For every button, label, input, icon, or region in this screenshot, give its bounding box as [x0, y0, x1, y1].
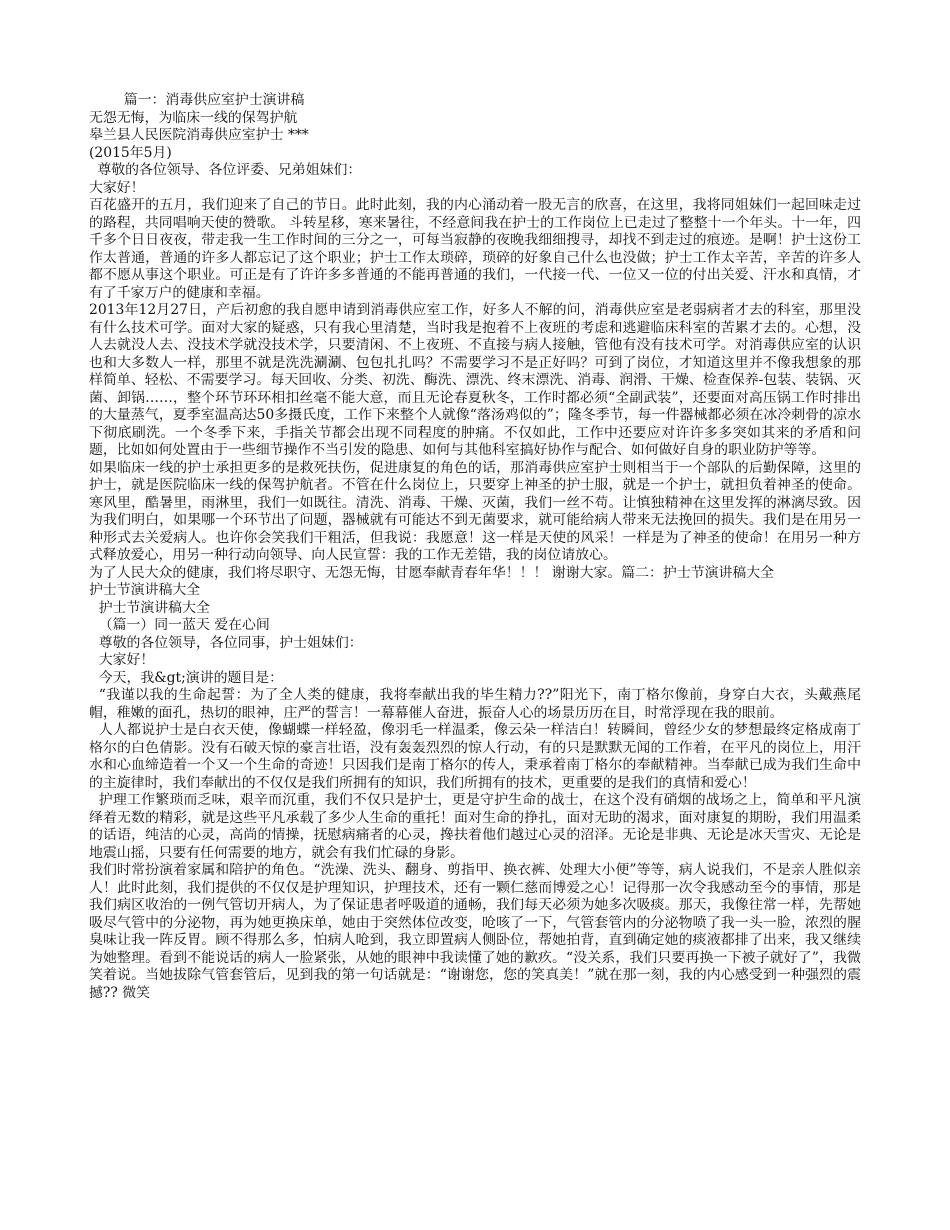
paragraph: 如果临床一线的护士承担更多的是救死扶伤，促进康复的角色的话，那消毒供应室护士则相当于一个部队的后勤保障，这里的护士，就是医院临床一线的保驾护航者。不管在什么岗位上，只要穿上神圣的护士服，就是一个护士，就担负着神圣的使命。寒风里，酷暑里，雨淋里，我们一如既往。清洗、消毒、干燥、灭菌，我们一丝不苟。让慎独精神在这里发挥的淋漓尽致。因为我们明白，如果哪一个环节出了问题，器械就有可能达不到无菌要求，就可能给病人带来无法挽回的损失。我们是在用另一种形式去关爱病人。也许你会笑我们干粗活，但我说：我愿意！这一样是天使的风采！一样是为了神圣的使命！在用另一种方式释放爱心，用另一种行动向领导、向人民宣誓：我的工作无差错，我的岗位请放心。: [89, 459, 861, 563]
doc-date: (2015年5月): [89, 144, 172, 161]
paragraph: 我们时常扮演着家属和陪护的角色。“洗澡、洗头、翻身、剪指甲、换衣裤、处理大小便”等等，病人说我们，不是亲人胜似亲人！此时此刻，我们提供的不仅仅是护理知识，护理技术，还有一颗仁慈而博爱之心！记得那一次令我感动至今的事情，那是我们病区收治的一例气管切开病人，为了保证患者呼吸道的通畅，我们每天必须为她多次吸痰。那天，我像往常一样，先帮她吸尽气管中的分泌物，再为她更换床单，她由于突然体位改变，呛咳了一下，气管套管内的分泌物喷了我一头一脸，浓烈的腥臭味让我一阵反胃。顾不得那么多，怕病人呛到，我立即置病人侧卧位，帮她拍背，直到确定她的痰液都排了出来，我又继续为她整理。看到不能说话的病人一脸紧张，从她的眼神中我读懂了她的歉疚。“没关系，我们只要再换一下被子就好了”，我微笑着说。当她拔除气管套管后，见到我的第一句话就是：“谢谢您，您的笑真美！”就在那一刻，我的内心感受到一种强烈的震撼?? 微笑: [89, 862, 861, 1001]
paragraph: 百花盛开的五月，我们迎来了自己的节日。此时此刻，我的内心涌动着一股无言的欣喜，在这里，我将同姐妹们一起回味走过的路程，共同唱响天使的赞歌。 斗转星移，寒来暑往，不经意间我在护士的工作岗位上已走过了整整十一个年头。十一年，四千多个日日夜夜，带走我一生工作时间的三分之一，可每当寂静的夜晚我细细搜寻，却找不到走过的痕迹。是啊！护士这份工作太普通，普通的许多人都忘记了这个职业；护士工作太琐碎，琐碎的好象自己什么也没做；护士工作太辛苦，辛苦的许多人都不愿从事这个职业。可正是有了许许多多普通的不能再普通的我们，一代接一代、一位又一位的付出关爱、汗水和真情，才有了千家万户的健康和幸福。: [89, 197, 861, 301]
doc-subtitle: 无怨无悔，为临床一线的保驾护航: [89, 109, 298, 126]
part2-topic: 今天，我&gt;演讲的题目是：: [98, 669, 284, 686]
part2-subheading: 护士节演讲稿大全: [98, 599, 210, 616]
doc-title: 篇一：消毒供应室护士演讲稿: [123, 92, 305, 108]
part2-heading: 护士节演讲稿大全: [89, 582, 201, 598]
doc-author: 皋兰县人民医院消毒供应室护士 ***: [89, 127, 309, 143]
paragraph: “我谨以我的生命起誓：为了全人类的健康，我将奉献出我的毕生精力??”阳光下，南丁格尔像前，身穿白大衣，头戴燕尾帽，稚嫩的面孔，热切的眼神，庄严的誓言！一幕幕催人奋进，振奋人心的场景历历在目，时常浮现在我的眼前。: [89, 687, 861, 721]
part2-greeting: 尊敬的各位领导，各位同事，护士姐妹们：: [98, 634, 363, 651]
paragraph: 人人都说护士是白衣天使，像蝴蝶一样轻盈，像羽毛一样温柔，像云朵一样洁白！转瞬间，曾经少女的梦想最终定格成南丁格尔的白色倩影。没有石破天惊的豪言壮语，没有轰轰烈烈的惊人行动，有的只是默默无闻的工作着，在平凡的岗位上，用汗水和心血缔造着一个又一个生命的奇迹！只因我们是南丁格尔的传人，秉承着南丁格尔的奉献精神。当奉献已成为我们生命中的主旋律时，我们奉献出的不仅仅是我们所拥有的知识，我们所拥有的技术，更重要的是我们的真情和爱心！: [89, 722, 861, 791]
paragraph: 为了人民大众的健康，我们将尽职守、无怨无悔，甘愿奉献青春年华！！！ 谢谢大家。篇二：护士节演讲稿大全: [89, 564, 775, 581]
paragraph: 2013年12月27日，产后初愈的我自愿申请到消毒供应室工作，好多人不解的问，消毒供应室是老弱病者才去的科室，那里没有什么技术可学。面对大家的疑惑，只有我心里清楚，当时我是抱着不上夜班的考虑和逃避临床科室的苦累才去的。心想，没人去就没人去、没技术学就没技术学，只要清闲、不上夜班、不直接与病人接触，管他有没有技术可学。对消毒供应室的认识也和大多数人一样，那里不就是洗洗涮涮、包包扎扎吗？不需要学习不是正好吗？可到了岗位，才知道这里并不像我想象的那样简单、轻松、不需要学习。每天回收、分类、初洗、酶洗、漂洗、终末漂洗、消毒、润滑、干燥、检查保养-包装、装锅、灭菌、卸锅……，整个环节环环相扣丝毫不能大意，而且无论春夏秋冬，工作时都必须“全副武装”，还要面对高压锅工作时排出的大量蒸气，夏季室温高达50多摄氏度，工作下来整个人就像“落汤鸡似的”；隆冬季节，每一件器械都必须在冰冷刺骨的凉水下彻底刷洗。一个冬季下来，手指关节都会出现不同程度的肿痛。不仅如此，工作中还要应对许许多多突如其来的矛盾和问题，比如如何处置由于一些细节操作不当引发的隐患、如何与其他科室搞好协作与配合、如何做好自身的职业防护等等。: [89, 302, 861, 458]
document-body: [89, 92, 861, 1002]
doc-greeting: 尊敬的各位领导、各位评委、兄弟姐妹们：: [97, 162, 362, 178]
paragraph: 护理工作繁琐而乏味，艰辛而沉重，我们不仅只是护士，更是守护生命的战士，在这个没有硝烟的战场之上，简单和平凡演绎着无数的精彩，就是这些平凡承载了多少人生命的重托！面对生命的挣扎，面对无助的渴求，面对康复的期盼，我们用温柔的话语，纯洁的心灵，高尚的情操，抚慰病痛者的心灵，搀扶着他们越过心灵的沼泽。无论是非典、无论是冰天雪灾、无论是地震山摇，只要有任何需要的地方，就会有我们忙碌的身影。: [89, 792, 861, 861]
part2-hello: 大家好！: [98, 652, 155, 668]
part2-section: （篇一）同一蓝天 爱在心间: [98, 617, 270, 633]
doc-hello: 大家好！: [89, 179, 145, 196]
